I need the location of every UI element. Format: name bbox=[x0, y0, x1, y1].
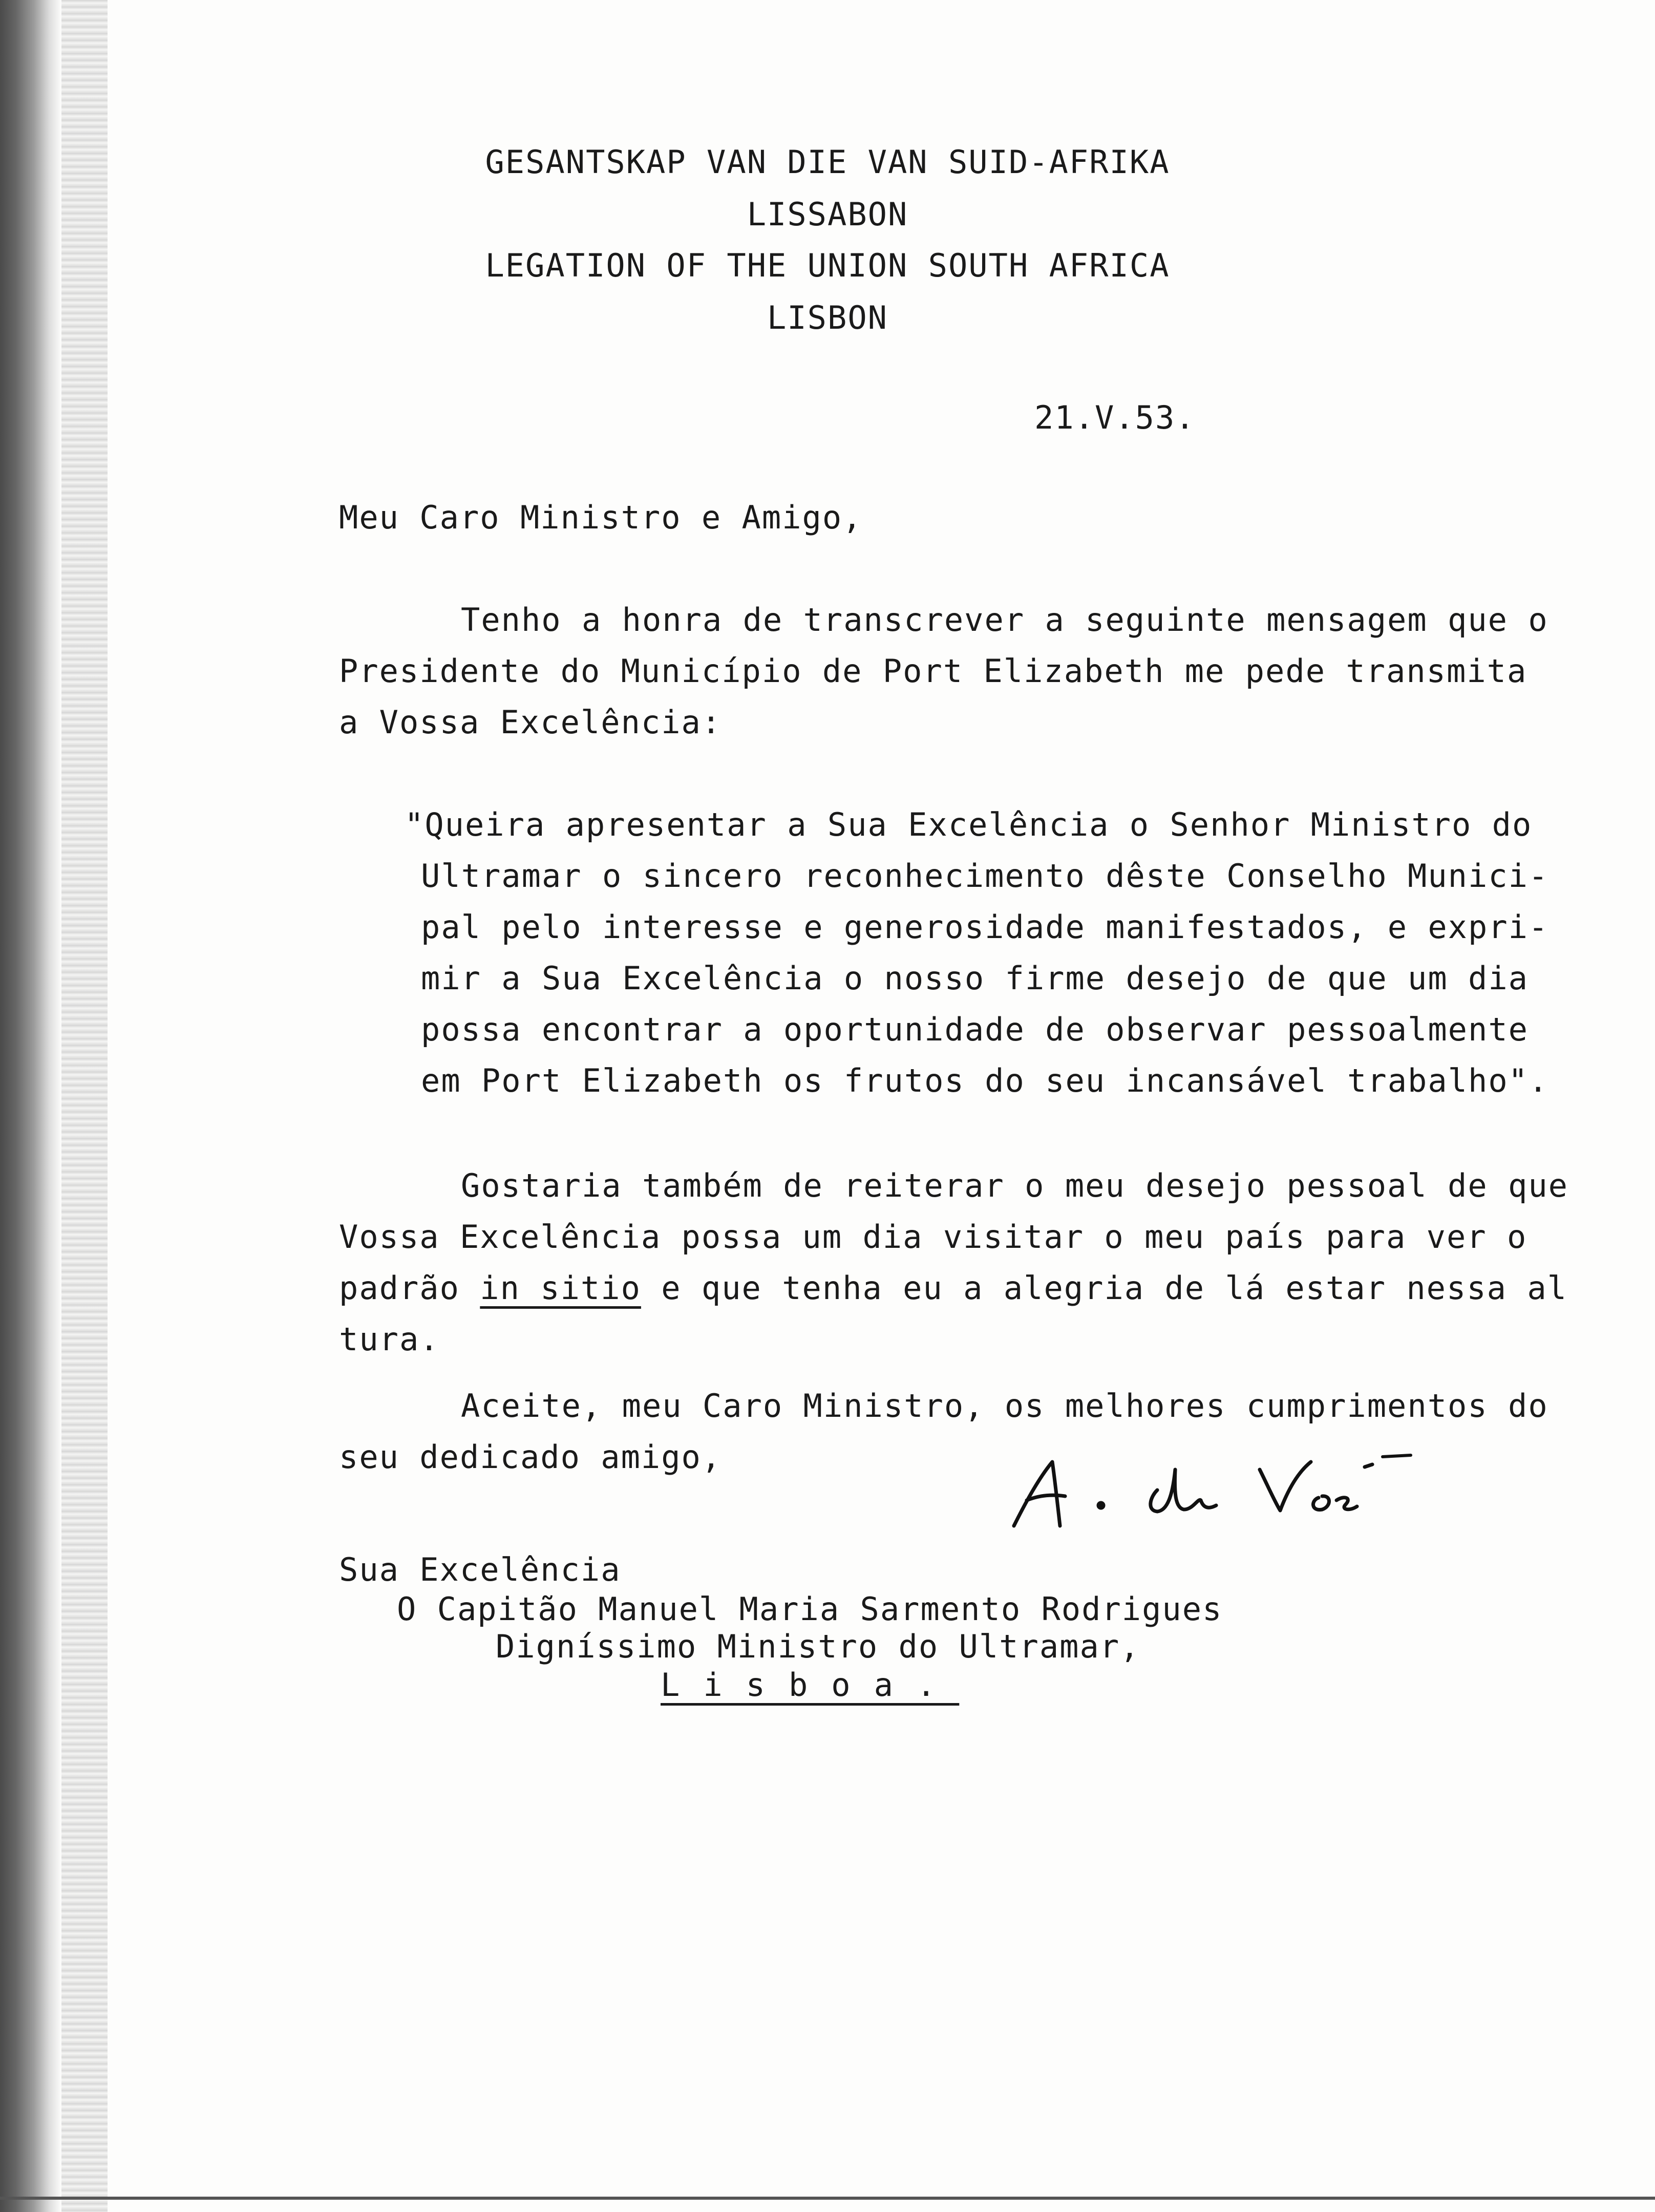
paragraph-2-line-2: Vossa Excelência possa um dia visitar o meu país para ver o bbox=[339, 1218, 1527, 1256]
quote-line-2: Ultramar o sincero reconhecimento dêste Conselho Munici- bbox=[421, 857, 1549, 895]
paragraph-2-line-4: tura. bbox=[339, 1321, 440, 1358]
paragraph-1-line-2: Presidente do Município de Port Elizabeth me pede transmita bbox=[339, 652, 1527, 690]
paragraph-2-line-3-end: e que tenha eu a alegria de lá estar nessa al bbox=[641, 1269, 1567, 1307]
handwritten-signature bbox=[1004, 1449, 1413, 1536]
closing-line-1: Aceite, meu Caro Ministro, os melhores cumprimentos do bbox=[461, 1387, 1548, 1424]
letterhead-line-4: LISBON bbox=[767, 299, 888, 336]
letterhead-line-2: LISSABON bbox=[747, 196, 908, 233]
address-line-4-city: Lisboa. bbox=[661, 1666, 960, 1704]
paragraph-1-line-3: a Vossa Excelência: bbox=[339, 704, 722, 741]
paragraph-1-line-1: Tenho a honra de transcrever a seguinte mensagem que o bbox=[461, 601, 1548, 639]
paragraph-2-line-3 bbox=[339, 1269, 1567, 1307]
address-line-2: O Capitão Manuel Maria Sarmento Rodrigues bbox=[397, 1590, 1223, 1628]
quote-line-1: "Queira apresentar a Sua Excelência o Senhor Ministro do bbox=[405, 806, 1533, 843]
letterhead-line-1: GESANTSKAP VAN DIE VAN SUID-AFRIKA bbox=[485, 143, 1170, 181]
address-line-3: Digníssimo Ministro do Ultramar, bbox=[496, 1628, 1140, 1665]
letter-date: 21.V.53. bbox=[1034, 399, 1196, 436]
quote-line-5: possa encontrar a oportunidade de observar pessoalmente bbox=[421, 1011, 1529, 1048]
in-sitio-underlined: in sitio bbox=[480, 1269, 641, 1307]
quote-line-3: pal pelo interesse e generosidade manifestados, e expri- bbox=[421, 908, 1549, 946]
scan-bottom-edge bbox=[0, 2197, 1655, 2200]
salutation: Meu Caro Ministro e Amigo, bbox=[339, 499, 863, 536]
quote-line-4: mir a Sua Excelência o nosso firme desejo de que um dia bbox=[421, 960, 1529, 997]
paragraph-2-line-3-start: padrão bbox=[339, 1269, 480, 1307]
paragraph-2-line-1: Gostaria também de reiterar o meu desejo pessoal de que bbox=[461, 1167, 1568, 1204]
closing-line-2: seu dedicado amigo, bbox=[339, 1438, 722, 1476]
address-line-1: Sua Excelência bbox=[339, 1551, 621, 1588]
quote-line-6: em Port Elizabeth os frutos do seu incansável trabalho". bbox=[421, 1062, 1549, 1099]
letterhead-line-3: LEGATION OF THE UNION SOUTH AFRICA bbox=[485, 247, 1170, 284]
